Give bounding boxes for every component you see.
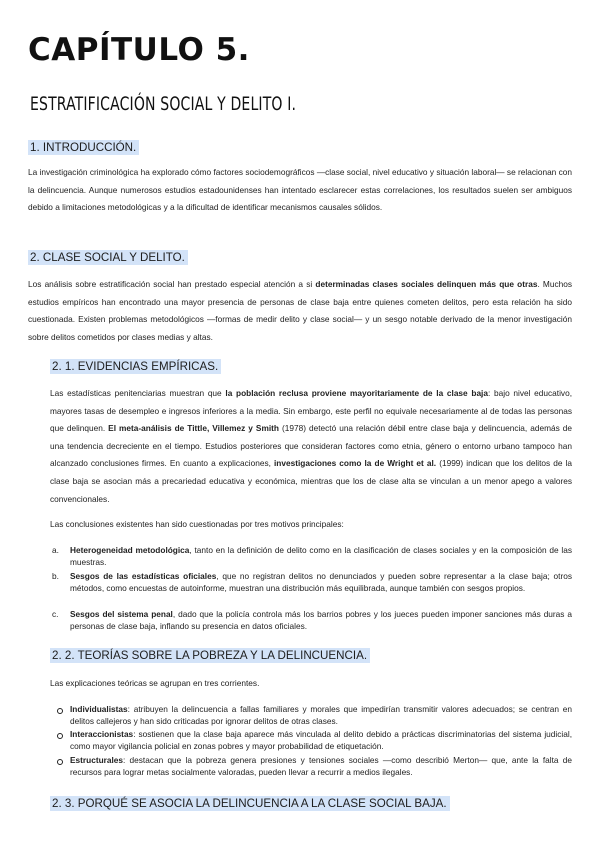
list-item: [70, 545, 572, 568]
list-item: [70, 755, 572, 778]
corriente-text: : sostienen que la clase baja aparece más vinculada al delito debido a prácticas discriminatorias del sistema judicial, como mayor vigilancia policial en zonas pobres y mayor probabilidad de etiquetación.: [70, 729, 572, 751]
corriente-bold: Individualistas: [70, 704, 128, 714]
motivo-text: , dado que la policía controla más los barrios pobres y los jueces pueden imponer sanciones más duras a personas de clase baja, inflando su presencia en datos oficiales.: [70, 609, 572, 631]
evidencias-text-1: Las estadísticas penitenciarias muestran que: [50, 388, 226, 398]
bullet-icon: [57, 708, 63, 714]
evidencias-text-2: : bajo nivel educativo, mayores tasas de desempleo e ingresos inferiores a la media. Sin embargo, este perfil no equivale necesariamente al de todas las personas que delinquen.: [50, 388, 573, 434]
evidencias-text-4: (1999) indican que los delitos de la clase baja se asocian más a precariedad educativa y económica, mientras que los de clase alta se vinculan a un menor apego a valores convencionales.: [50, 458, 573, 504]
intro-heading-wrap: [28, 138, 139, 156]
evidencias-text-bold-2: El meta-análisis de Tittle, Villemez y Smith: [108, 423, 279, 434]
motivo-bold: Sesgos del sistema penal: [70, 609, 173, 619]
corriente-text: : atribuyen la delincuencia a fallas familiares y morales que impedirían transmitir valores adecuados; se centran en delitos callejeros y han sido criticadas por ignorar delitos de otras clases.: [70, 704, 572, 726]
list-item: [70, 729, 572, 752]
clase-text-bold-1: determinadas clases sociales delinquen más que otras: [315, 279, 538, 289]
clase-heading: 2. CLASE SOCIAL Y DELITO.: [28, 250, 188, 265]
corriente-text: : destacan que la pobreza genera presiones y tensiones sociales —como describió Merton— que, ante la falta de recursos para lograr metas socialmente valoradas, pueden llevar a recurrir a medios ilegales.: [70, 755, 572, 777]
motivo-text: , tanto en la definición de delito como en la clasificación de clases sociales y en la composición de las muestras.: [70, 545, 572, 567]
bullet-icon: [57, 759, 63, 765]
clase-paragraph: [28, 276, 572, 346]
list-item: [70, 609, 572, 632]
motivo-marker: a.: [52, 545, 59, 555]
corriente-bold: Estructurales: [70, 755, 124, 765]
evidencias-text-bold-3: investigaciones como la de Wright et al.: [273, 458, 437, 469]
teorias-heading-wrap: [50, 646, 370, 664]
evidencias-paragraph: [50, 385, 572, 508]
motivo-marker: c.: [52, 609, 59, 619]
clase-text-2: . Muchos estudios empíricos han encontrado una mayor presencia de personas de clase baja entre quienes cometen delitos, pero esta relación ha sido cuestionada. Existen problemas metodológicos —formas de medir delito y clase social— y un sesgo notable derivado de la menor investigación sobre delitos cometidos por clases medias y altas.: [28, 279, 572, 342]
porque-heading: 2. 3. PORQUÉ SE ASOCIA LA DELINCUENCIA A LA CLASE SOCIAL BAJA.: [50, 796, 450, 811]
chapter-subtitle: ESTRATIFICACIÓN SOCIAL Y DELITO I.: [30, 93, 297, 115]
bullet-icon: [57, 733, 63, 739]
motivo-text: , que no registran delitos no denunciados y pueden sobre representar a la clase baja; otros métodos, como encuestas de autoinforme, muestran una distribución más equilibrada, aunque también con sesgos propios.: [70, 571, 572, 593]
evidencias-text-bold-1: la población reclusa proviene mayoritariamente de la clase baja: [225, 388, 488, 398]
chapter-title: CAPÍTULO 5.: [28, 32, 250, 68]
intro-heading: 1. INTRODUCCIÓN.: [28, 140, 139, 155]
motivo-bold: Heterogeneidad metodológica: [70, 545, 190, 555]
intro-paragraph: La investigación criminológica ha explorado cómo factores sociodemográficos —clase social, nivel educativo y situación laboral— se relacionan con la delincuencia. Aunque numerosos estudios estadounidenses han intentado esclarecer estas correlaciones, los resultados suelen ser ambiguos debido a limitaciones metodológicas y a la dificultad de identificar mecanismos causales sólidos.: [28, 167, 572, 213]
evidencias-heading-wrap: [50, 357, 221, 375]
teorias-intro: Las explicaciones teóricas se agrupan en tres corrientes.: [50, 678, 260, 688]
evidencias-heading: 2. 1. EVIDENCIAS EMPÍRICAS.: [50, 359, 221, 374]
clase-text-1: Los análisis sobre estratificación social han prestado especial atención a si: [28, 279, 316, 289]
corriente-bold: Interaccionistas: [70, 729, 134, 739]
clase-heading-wrap: [28, 248, 188, 266]
motivo-marker: b.: [52, 571, 59, 581]
list-item: [70, 704, 572, 727]
conclusiones-intro: Las conclusiones existentes han sido cuestionadas por tres motivos principales:: [50, 519, 344, 529]
motivo-bold: Sesgos de las estadísticas oficiales: [70, 571, 217, 581]
evidencias-text-3: (1978) detectó una relación débil entre clase baja y delincuencia, además de una tendencia decreciente en el tiempo. Estudios posteriores que consideran factores como etnia, género o entorno urbano tampoco han alcanzado conclusiones firmes. En cuanto a explicaciones,: [50, 423, 572, 469]
list-item: [70, 571, 572, 594]
porque-heading-wrap: [50, 794, 450, 812]
teorias-heading: 2. 2. TEORÍAS SOBRE LA POBREZA Y LA DELINCUENCIA.: [50, 648, 370, 663]
